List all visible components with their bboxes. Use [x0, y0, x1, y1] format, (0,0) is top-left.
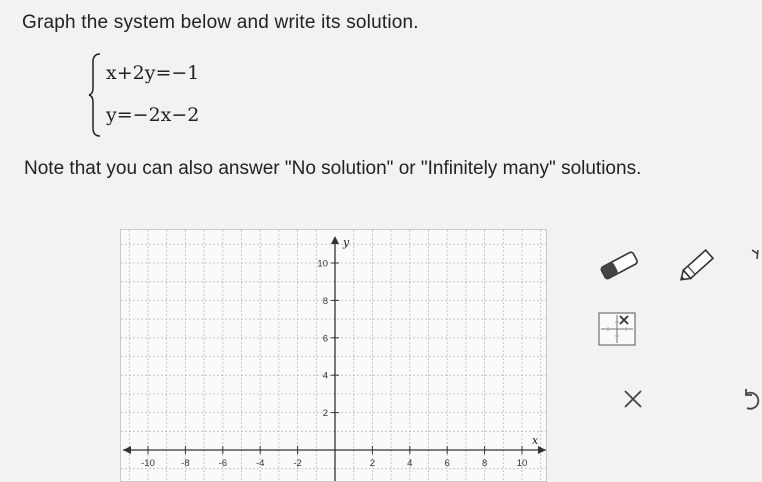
pencil-icon: [674, 246, 720, 286]
x-tick-label: 10: [516, 458, 528, 469]
no-solution-button[interactable]: [598, 312, 636, 346]
x-axis-arrow-right: [538, 446, 546, 454]
x-tick-label: -6: [218, 458, 228, 469]
point-icon: [748, 246, 762, 266]
eraser-tool-button[interactable]: [597, 250, 641, 280]
equation-2: y=−2x−2: [106, 104, 200, 126]
x-tick-label: -2: [293, 458, 302, 469]
y-tick-label: 4: [322, 370, 328, 382]
y-tick-label: 8: [322, 295, 328, 307]
clear-icon: [618, 384, 648, 414]
x-tick-label: 6: [444, 458, 450, 469]
y-tick-label: 2: [322, 408, 328, 420]
y-tick-label: 6: [322, 333, 328, 345]
undo-icon: [738, 386, 762, 414]
solution-note: Note that you can also answer "No solution" or "Infinitely many" solutions.: [24, 158, 642, 179]
x-tick-label: 8: [481, 458, 488, 469]
y-axis-label: y: [343, 236, 350, 249]
x-tick-label: -10: [141, 458, 155, 469]
y-axis-arrow: [331, 236, 339, 244]
coordinate-grid[interactable]: [121, 230, 547, 482]
clear-button[interactable]: [618, 384, 648, 414]
equation-system: [88, 52, 288, 138]
x-axis-label: x: [532, 434, 539, 447]
question-instruction: Graph the system below and write its solution.: [22, 12, 419, 33]
x-tick-label: -4: [255, 458, 265, 469]
x-tick-label: -8: [181, 458, 190, 469]
equation-1: x+2y=−1: [106, 62, 200, 84]
undo-button[interactable]: [738, 386, 762, 414]
graph-canvas[interactable]: [120, 229, 547, 482]
pencil-tool-button[interactable]: [674, 246, 720, 286]
x-tick-label: 2: [369, 458, 376, 469]
point-tool-button[interactable]: [748, 246, 762, 266]
y-tick-label: 10: [317, 258, 328, 270]
eraser-icon: [597, 250, 641, 280]
x-axis-arrow-left: [123, 446, 131, 454]
no-solution-icon: [598, 312, 636, 346]
system-brace: [88, 52, 102, 138]
x-tick-label: 4: [407, 458, 413, 469]
